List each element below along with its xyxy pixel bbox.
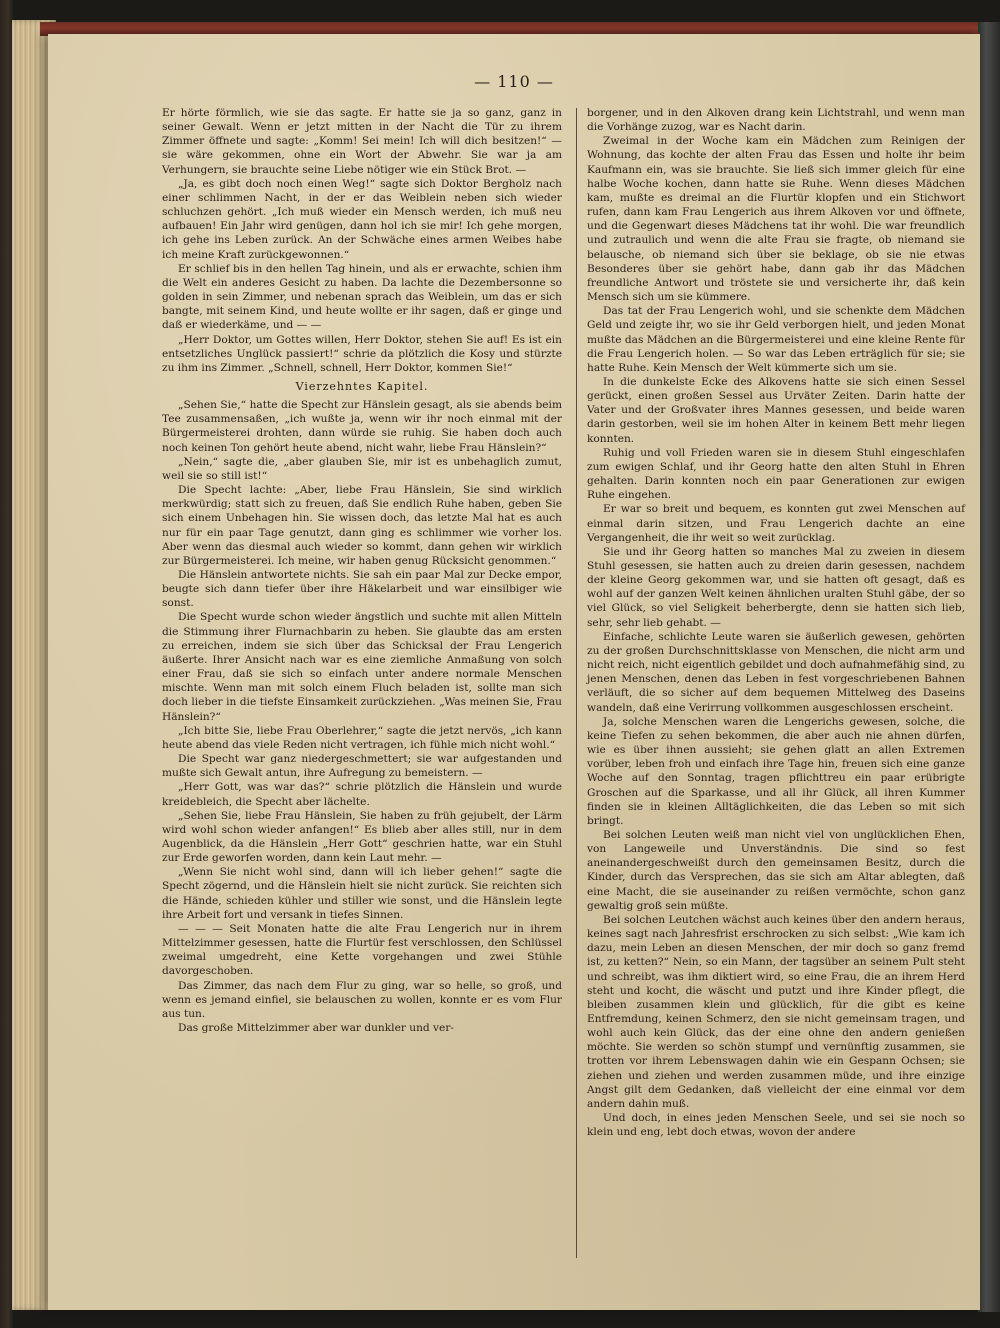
paragraph: „Ja, es gibt doch noch einen Weg!“ sagte sich Doktor Bergholz nach einer schlimmen Nacht, in der er das Weiblein neben sich wieder schluchzen gehört. „Ich muß wieder ein Mensch werden, ich muß neu aufbauen! Ein Jahr wird genügen, dann hol ich sie mir! Ich gehe morgen, ich gehe ins Leben zurück. An der Schwäche eines armen Weibes habe ich meine Kraft zurückgewonnen.“ — [162, 177, 562, 261]
right-column — [587, 106, 965, 1139]
paragraph: „Herr Doktor, um Gottes willen, Herr Doktor, stehen Sie auf! Es ist ein entsetzliches Unglück passiert!“ schrie da plötzlich die Kosy und stürzte zu ihm ins Zimmer. „Schnell, schnell, Herr Doktor, kommen Sie!“ — [162, 333, 562, 374]
paragraph: Das Zimmer, das nach dem Flur zu ging, war so helle, so groß, und wenn es jemand einfiel, sie belauschen zu wollen, konnte er es vom Flur aus tun. — [162, 979, 562, 1020]
paragraph: Das tat der Frau Lengerich wohl, und sie schenkte dem Mädchen Geld und zeigte ihr, wo sie ihr Geld verborgen hielt, und jeden Monat mußte das Mädchen an die Bürgermeisterei und eine kleine Rente für die Frau Lengerich holen. — So war das Leben erträglich für sie; sie hatte Ruhe. Kein Mensch der Welt kümmerte sich um sie. — [587, 305, 965, 374]
paragraph: Einfache, schlichte Leute waren sie äußerlich gewesen, gehörten zu der großen Durchschnittsklasse von Menschen, die nicht arm und nicht reich, nicht eigentlich gebildet und doch aufnahmefähig sind, zu jenen Menschen, denen das Leben in fest vorgeschriebenen Bahnen verläuft, die so sicher auf dem bequemen Mittelweg des Daseins wandeln, daß eine Verirrung vollkommen ausgeschlossen erscheint. — [587, 630, 965, 714]
book-page — [48, 34, 980, 1310]
paragraph: Er schlief bis in den hellen Tag hinein, und als er erwachte, schien ihm die Welt ein anderes Gesicht zu haben. Da lachte die Dezembersonne so golden in sein Zimmer, und nebenan sprach das Weiblein, um das er sich bangte, mit seinem Kind, und heute wollte er ihr sagen, daß er ginge und daß er wiederkäme, und — — — [162, 262, 562, 332]
paragraph: Er war so breit und bequem, es konnten gut zwei Menschen auf einmal darin sitzen, und Frau Lengerich dachte an eine Vergangenheit, die ihr weit so weit zurücklag. — [587, 503, 965, 544]
page-number: — 110 — — [474, 72, 554, 91]
paragraph: Ja, solche Menschen waren die Lengerichs gewesen, solche, die keine Tiefen zu sehen bekommen, die aber auch nie ahnen dürfen, wie es über ihnen aussieht; sie gehen glatt an allen Extremen vorüber, leben froh und einfach ihre Tage hin, freuen sich eine ganze Woche auf den Sonntag, tragen pflichttreu ein paar erübrigte Groschen auf die Sparkasse, und all ihr Glück, all ihren Kummer finden sie in kleinen Alltäglichkeiten, die das Leben so mit sich bringt. — [587, 715, 965, 827]
paragraph: In die dunkelste Ecke des Alkovens hatte sie sich einen Sessel gerückt, einen großen Sessel aus Urväter Zeiten. Darin hatte der Vater und der Großvater ihres Mannes gesessen, und beide waren darin gestorben, weil sie im hohen Alter in keinem Bett mehr liegen konnten. — [587, 375, 965, 445]
paragraph: Er hörte förmlich, wie sie das sagte. Er hatte sie ja so ganz, ganz in seiner Gewalt. Wenn er jetzt mitten in der Nacht die Tür zu ihrem Zimmer öffnete und sagte: „Komm! Sei mein! Ich will dich besitzen!“ — sie wäre gekommen, ohne ein Wort der Abwehr. Sie war ja am Verhungern, sie brauchte seine Liebe nötiger wie ein Stück Brot. — — [162, 107, 562, 176]
book-binding-right — [978, 22, 1000, 1312]
paragraph: Bei solchen Leuten weiß man nicht viel von unglücklichen Ehen, von Langeweile und Unverständnis. Die sind so fest aneinandergeschweißt durch den gemeinsamen Besitz, durch die Kinder, durch das Versprechen, das sie sich am Altar ablegten, daß eine Macht, die sie auseinander zu reißen vermöchte, schon ganz gewaltig groß sein müßte. — [587, 828, 965, 912]
paragraph: „Sehen Sie,“ hatte die Specht zur Hänslein gesagt, als sie abends beim Tee zusammensaßen, „ich wußte ja, wenn wir ihr noch einmal mit der Bürgermeisterei drohten, dann würde sie ruhig. Sie haben doch auch noch keinen Ton gehört heute abend, nicht wahr, liebe Frau Hänslein?“ — [162, 399, 562, 454]
column-divider — [576, 108, 577, 1258]
paragraph: — — — Seit Monaten hatte die alte Frau Lengerich nur in ihrem Mittelzimmer gesessen, hatte die Flurtür fest verschlossen, den Schlüssel zweimal umgedreht, eine Kette vorgehangen und zwei Stühle davorgeschoben. — [162, 922, 562, 978]
chapter-heading: Vierzehntes Kapitel. — [295, 379, 429, 393]
paragraph: Die Specht lachte: „Aber, liebe Frau Hänslein, Sie sind wirklich merkwürdig; statt sich zu freuen, daß Sie endlich Ruhe haben, geben Sie sich einem Unbehagen hin. Sie wissen doch, das letzte Mal hat es auch nur für ein paar Tage genutzt, dann ging es schlimmer wie vorher los. Aber wenn das diesmal auch wieder so kommt, dann gehen wir wirklich zur Bürgermeisterei. Ich meine, wir haben genug Rücksicht genommen.“ — [162, 484, 562, 567]
paragraph: „Sehen Sie, liebe Frau Hänslein, Sie haben zu früh gejubelt, der Lärm wird wohl schon wieder anfangen!“ Es blieb aber alles still, nur in dem Augenblick, da die Hänslein „Herr Gott“ geschrien hatte, war ein Stuhl zur Erde geworfen worden, dann kein Laut mehr. — — [162, 809, 562, 865]
paragraph: Bei solchen Leutchen wächst auch keines über den andern heraus, keines sagt nach Jahresfrist erschrocken zu sich selbst: „Wie kam ich dazu, mein Leben an diesen Menschen, der mir doch so ganz fremd ist, zu ketten?“ Nein, so ein Mann, der tagsüber an seinem Pult steht und schreibt, was ihm diktiert wird, so eine Frau, die an ihrem Herd steht und kocht, die wäscht und putzt und ihre Kinder pflegt, die bleiben zusammen klein und glücklich, für die gibt es keine Entfremdung, keinen Schmerz, den sie nicht gemeinsam tragen, und wohl auch kein Glück, das der eine ohne den andern genießen möchte. Sie werden so schön stumpf und vernünftig zusammen, sie trotten vor ihrem Lebenswagen dahin wie ein Gespann Ochsen; sie ziehen und ziehen und werden zusammen müde, und ihre einzige Angst gilt dem Gedanken, daß vielleicht der eine einmal vor dem andern dahin muß. — [587, 913, 965, 1110]
left-column — [162, 106, 562, 1035]
paragraph: Zweimal in der Woche kam ein Mädchen zum Reinigen der Wohnung, das kochte der alten Frau das Essen und holte ihr beim Kaufmann ein, was sie brauchte. Sie ließ sich immer gleich für eine halbe Woche kochen, dann hatte sie Ruhe. Wenn dieses Mädchen kam, mußte es dreimal an die Flurtür klopfen und ein Stichwort rufen, dann kam Frau Lengerich aus ihrem Alkoven vor und öffnete, und die Gegenwart dieses Mädchens tat ihr wohl. Die war freundlich und zutraulich und wenn die alte Frau sie fragte, ob niemand sie belausche, ob niemand sich über sie beklage, ob sie nie etwas Besonderes über sie gehört habe, dann gab ihr das Mädchen freundliche Antwort und tröstete sie und versicherte ihr, daß kein Mensch sich um sie kümmere. — [587, 135, 965, 304]
paragraph: „Nein,“ sagte die, „aber glauben Sie, mir ist es unbehaglich zumut, weil sie so still ist!“ — [162, 455, 562, 482]
paragraph: „Herr Gott, was war das?“ schrie plötzlich die Hänslein und wurde kreidebleich, die Specht aber lächelte. — [162, 781, 562, 808]
paragraph: Die Hänslein antwortete nichts. Sie sah ein paar Mal zur Decke empor, beugte sich dann tiefer über ihre Häkelarbeit und war einsilbiger wie sonst. — [162, 569, 562, 610]
paragraph: „Wenn Sie nicht wohl sind, dann will ich lieber gehen!“ sagte die Specht zögernd, und die Hänslein hielt sie nicht zurück. Sie reichten sich die Hände, schieden kühler und stiller wie sonst, und die Hänslein legte ihre Arbeit fort und versank in tiefes Sinnen. — [162, 866, 562, 921]
paragraph: Die Specht war ganz niedergeschmettert; sie war aufgestanden und mußte sich Gewalt antun, ihre Aufregung zu bemeistern. — — [162, 753, 562, 780]
paragraph: Ruhig und voll Frieden waren sie in diesem Stuhl eingeschlafen zum ewigen Schlaf, und ihr Georg hatte den alten Stuhl in Ehren gehalten. Darin konnten noch ein paar Generationen zur ewigen Ruhe eingehen. — [587, 446, 965, 502]
paragraph: Die Specht wurde schon wieder ängstlich und suchte mit allen Mitteln die Stimmung ihrer Flurnachbarin zu heben. Sie glaubte das am ersten zu erreichen, indem sie sich über das Schicksal der Frau Lengerich äußerte. Ihrer Ansicht nach war es eine ziemliche Anmaßung von solch einer Frau, daß sie sich so einfach unter andere normale Menschen mischte. Wenn man mit solch einem Fluch beladen ist, sollte man sich doch lieber in die tiefste Einsamkeit zurückziehen. „Was meinen Sie, Frau Hänslein?“ — [162, 611, 562, 723]
paragraph: Das große Mittelzimmer aber war dunkler und ver- — [178, 1022, 454, 1034]
paragraph: „Ich bitte Sie, liebe Frau Oberlehrer,“ sagte die jetzt nervös, „ich kann heute abend das viele Reden nicht vertragen, ich fühle mich nicht wohl.“ — [162, 724, 562, 751]
paragraph: Sie und ihr Georg hatten so manches Mal zu zweien in diesem Stuhl gesessen, sie hatten auch zu dreien darin gesessen, nachdem der kleine Georg gekommen war, und sie hatten oft gesagt, daß es wohl auf der ganzen Welt keinen ähnlichen uralten Stuhl gäbe, der so viel Glück, so viel Seligkeit beherbergte, denn sie hatten sich lieb, sehr, sehr lieb gehabt. — — [587, 545, 965, 629]
paragraph: Und doch, in eines jeden Menschen Seele, und sei sie noch so klein und eng, lebt doch etwas, wovon der andere — [587, 1112, 965, 1139]
paragraph: borgener, und in den Alkoven drang kein Lichtstrahl, und wenn man die Vorhänge zuzog, war es Nacht darin. — [587, 107, 965, 134]
